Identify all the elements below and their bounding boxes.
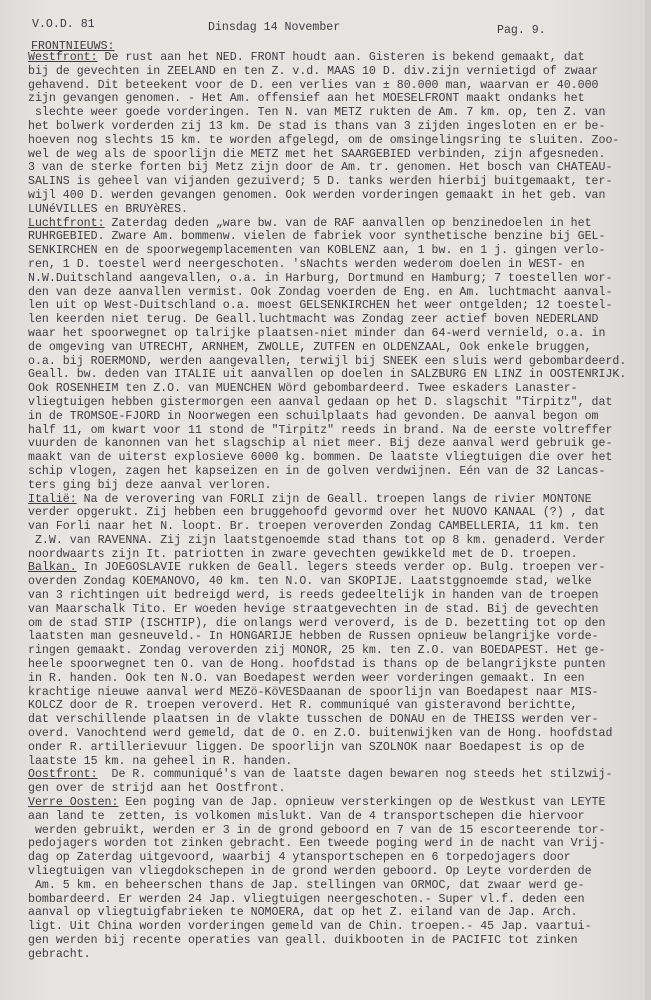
line-text: dat verschillende plaatsen in de vlakte tusschen de DONAU en de THEISS werden ver- bbox=[28, 713, 599, 727]
text-line bbox=[28, 699, 648, 713]
line-text: LUNéVILLES en BRUYèRES. bbox=[28, 202, 189, 216]
text-line bbox=[28, 534, 648, 548]
line-text: SENKIRCHEN en de spoorwegemplacementen van KOBLENZ aan, 1 bw. en 1 j. gingen verlo- bbox=[28, 244, 606, 258]
line-text: in de TROMSOE-FJORD in Noorwegen een schuilplaats had gevonden. De aanval begon om bbox=[28, 409, 599, 423]
text-line bbox=[28, 79, 648, 93]
line-text: 3 van de sterke forten bij Metz zijn door de Am. tr. genomen. Het bosch van CHATEAU- bbox=[28, 161, 613, 175]
line-text: Ook ROSENHEIM ten Z.O. van MUENCHEN Wörd gebombardeerd. Twee eskaders Lanaster- bbox=[28, 382, 578, 396]
line-text: laatsten man gesneuveld.- In HONGARIJE hebben de Russen opnieuw belangrijke vorde- bbox=[28, 630, 599, 644]
text-line bbox=[28, 727, 648, 741]
text-line bbox=[28, 810, 648, 824]
line-text: Am. 5 km. en beheerschen thans de Jap. stellingen van ORMOC, dat zwaar werd ge- bbox=[28, 878, 585, 892]
line-text: overd. Vanochtend werd gemeld, dat de O. en Z.O. buitenwijken van de Hong. hoofdstad bbox=[28, 727, 613, 741]
text-line bbox=[28, 548, 648, 562]
line-text: maakt van de uiterst explosieve 6000 kg. bommen. De laatste vliegtuigen die over het bbox=[28, 451, 613, 465]
line-text: noordwaarts zijn It. patriotten in zware gevechten gewikkeld met de D. troepen. bbox=[28, 547, 578, 561]
text-line bbox=[28, 479, 648, 493]
text-line bbox=[28, 506, 648, 520]
section-label: Westfront: bbox=[28, 51, 98, 64]
line-text: half 11, om kwart voor 11 stond de "Tirpitz" reeds in brand. Na de eerste voltreffer bbox=[28, 423, 613, 437]
line-text: wijl 400 D. werden gevangen genomen. Ook werden vorderingen gemaakt in het geb. van bbox=[28, 188, 606, 202]
line-text: len keerden niet terug. De Geall.luchtmacht was Zondag zeer actief boven NEDERLAND bbox=[28, 313, 599, 327]
line-text: hoeven nog slechts 15 km. te worden afgelegd, om de omsingelingsring te sluiten. Zoo- bbox=[28, 133, 620, 147]
line-text: overden Zondag KOEMANOVO, 40 km. ten N.O. van SKOPIJE. Laatstggnoemde stad, welke bbox=[28, 575, 592, 589]
line-text: N.W.Duitschland aangevallen, o.a. in Harburg, Dortmund en Hamburg; 7 toestellen wor- bbox=[28, 271, 613, 285]
text-line bbox=[28, 603, 648, 617]
text-line bbox=[28, 617, 648, 631]
section-label: Italië: bbox=[28, 492, 77, 506]
text-line bbox=[28, 175, 648, 189]
section-label: Luchtfront: bbox=[28, 216, 105, 230]
line-text: vliegtuigen hebben gistermorgen een aanval gedaan op het D. slagschit "Tirpitz", dat bbox=[28, 395, 613, 409]
text-line bbox=[28, 630, 648, 644]
text-line bbox=[28, 341, 648, 355]
page-number: Pag. 9. bbox=[497, 24, 546, 37]
line-text: laatste 15 km. na geheel in R. handen. bbox=[28, 754, 293, 768]
line-text: bombardeerd. Er werden 24 Jap. vliegtuigen neergeschoten.- Super vl.f. deden een bbox=[28, 892, 585, 906]
text-line bbox=[28, 755, 648, 769]
text-line bbox=[28, 837, 648, 851]
line-text: onder R. artillerievuur liggen. De spoorlijn van SZOLNOK naar Boedapest is op de bbox=[28, 740, 585, 754]
section-label: Verre Oosten: bbox=[28, 796, 119, 810]
line-text: in R. handen. Ook ten N.O. van Boedapest werden weer vorderingen gemaakt. In een bbox=[28, 671, 585, 685]
text-line bbox=[28, 851, 648, 865]
section-label: Balkan. bbox=[28, 561, 77, 575]
line-text: waar het spoorwegnet op talrijke plaatsen-niet minder dan 64-werd vernield, o.a. in bbox=[28, 326, 606, 340]
line-text: Geall. bw. deden van ITALIE uit aanvallen op doelen in SALZBURG EN LINZ in OOSTENRIJK. bbox=[28, 368, 627, 382]
line-text: wel de weg als de spoorlijn die METZ met het SAARGEBIED verbinden, zijn afgesneden. bbox=[28, 147, 606, 161]
text-line bbox=[28, 644, 648, 658]
line-text: verder opgerukt. Zij hebben een bruggehoofd gevormd over het NUOVO KANAAL (?) , dat bbox=[28, 506, 606, 520]
text-line bbox=[28, 824, 648, 838]
text-line bbox=[28, 672, 648, 686]
text-line bbox=[28, 879, 648, 893]
text-line bbox=[28, 134, 648, 148]
text-line bbox=[28, 768, 648, 782]
text-line bbox=[28, 782, 648, 796]
section-title: FRONTNIEUWS: bbox=[31, 40, 115, 53]
line-text: Z.W. van RAVENNA. Zij zijn laatstgenoemde stad thans tot op 8 km. genaderd. Verder bbox=[28, 533, 606, 547]
text-line bbox=[28, 258, 648, 272]
text-line bbox=[28, 230, 648, 244]
line-text: SALINS is geheel van vijanden gezuiverd; 5 D. tanks werden hierbij buitgemaakt, ter- bbox=[28, 175, 613, 189]
line-text: vuurden de kanonnen van het slagschip al niet meer. Bij deze aanval werd gebruik ge- bbox=[28, 437, 613, 451]
line-text: pedojagers worden tot zinken gebracht. Een tweede poging werd in de nacht van Vrij- bbox=[28, 837, 606, 851]
line-text: Een poging van de Jap. opnieuw versterkingen op de Westkust van LEYTE bbox=[118, 796, 606, 810]
text-line bbox=[28, 120, 648, 134]
line-text: dag op Zaterdag uitgevoord, waarbij 4 ytansportschepen en 6 torpedojagers door bbox=[28, 851, 571, 865]
line-text: Na de verovering van FORLI zijn de Geall. troepen langs de rivier MONTONE bbox=[76, 492, 592, 506]
text-line bbox=[28, 741, 648, 755]
line-text: In JOEGOSLAVIE rukken de Geall. legers steeds verder op. Bulg. troepen ver- bbox=[76, 561, 606, 575]
text-line bbox=[28, 713, 648, 727]
text-line bbox=[28, 203, 648, 217]
line-text: ters ging bij deze aanval verloren. bbox=[28, 478, 272, 492]
text-line bbox=[28, 217, 648, 231]
text-line bbox=[28, 272, 648, 286]
text-line bbox=[28, 244, 648, 258]
text-line bbox=[28, 465, 648, 479]
text-line bbox=[28, 575, 648, 589]
text-line bbox=[28, 493, 648, 507]
text-line bbox=[28, 286, 648, 300]
line-text: van 3 richtingen uit bedreigd werd, is reeds gedeeltelijk in handen van de troepen bbox=[28, 589, 599, 603]
line-text: De R. communiqué's van de laatste dagen bewaren nog steeds het stilzwij- bbox=[97, 768, 613, 782]
line-text: ligt. Uit China worden vorderingen gemeld van de Chin. troepen.- 45 Jap. vaartui- bbox=[28, 920, 592, 934]
section-label: Oostfront: bbox=[28, 768, 98, 782]
text-line bbox=[28, 520, 648, 534]
text-line bbox=[28, 148, 648, 162]
line-text: ren, 1 D. toestel werd neergeschoten. 'sNachts werden wederom doelen in WEST- en bbox=[28, 257, 585, 271]
text-line bbox=[28, 920, 648, 934]
text-line bbox=[28, 893, 648, 907]
line-text: gehavend. Dit beteekent voor de D. een verlies van ± 80.000 man, waarvan er 40.000 bbox=[28, 78, 599, 92]
text-line bbox=[28, 865, 648, 879]
text-line bbox=[28, 410, 648, 424]
document-date: Dinsdag 14 November bbox=[208, 21, 341, 34]
line-text: zijn gevangen genomen. - Het Am. offensief aan het MOESELFRONT maakt ondanks het bbox=[28, 92, 585, 106]
text-line bbox=[28, 396, 648, 410]
text-line bbox=[28, 934, 648, 948]
text-line bbox=[28, 65, 648, 79]
line-text: slechte weer goede vorderingen. Ten N. van METZ rukten de Am. 7 km. op, ten Z. van bbox=[28, 106, 606, 120]
line-text: vliegtuigen van vliegdokschepen in de grond werden geboord. Op Leyte vorderden de bbox=[28, 865, 592, 879]
line-text: De rust aan het NED. FRONT houdt aan. Gisteren is bekend gemaakt, dat bbox=[97, 51, 585, 64]
text-line bbox=[28, 51, 648, 65]
text-line bbox=[28, 658, 648, 672]
text-line bbox=[28, 355, 648, 369]
text-line bbox=[28, 368, 648, 382]
document-body bbox=[28, 51, 648, 962]
line-text: ringen gemaakt. Zondag veroverden zij MONOR, 25 km. ten Z.O. van BOEDAPEST. Het ge- bbox=[28, 644, 606, 658]
text-line bbox=[28, 327, 648, 341]
text-line bbox=[28, 313, 648, 327]
text-line bbox=[28, 906, 648, 920]
line-text: o.a. bij ROERMOND, werden aangevallen, terwijl bij SNEEK een sluis werd gebombardeerd. bbox=[28, 354, 627, 368]
line-text: aan land te zetten, is volkomen mislukt. Van de 4 transportschepen die hiervoor bbox=[28, 809, 585, 823]
text-line bbox=[28, 299, 648, 313]
line-text: heele spoorwegnet ten O. van de Hong. hoofdstad is thans op de belangrijkste punten bbox=[28, 658, 606, 672]
text-line bbox=[28, 451, 648, 465]
line-text: de omgeving van UTRECHT, ARNHEM, ZWOLLE, ZUTFEN en OLDENZAAL, Ook enkele bruggen, bbox=[28, 340, 592, 354]
line-text: van Forli naar het N. loopt. Br. troepen veroverden Zondag CAMBELLERIA, 11 km. ten bbox=[28, 520, 599, 534]
line-text: KOLCZ door de R. troepen veroverd. Het R. communiqué van gisteravond berichtte, bbox=[28, 699, 578, 713]
line-text: om de stad STIP (ISCHTIP), die onlangs werd veroverd, is de D. bezetting tot op den bbox=[28, 616, 606, 630]
line-text: Zaterdag deden „ware bw. van de RAF aanvallen op benzinedoelen in het bbox=[104, 216, 592, 230]
line-text: len uit op West-Duitschland o.a. moest GELSENKIRCHEN het weer ontgelden; 12 toestel- bbox=[28, 299, 613, 313]
text-line bbox=[28, 589, 648, 603]
line-text: het bolwerk vorderden zij 13 km. De stad is thans van 3 zijden ingesloten en er be- bbox=[28, 119, 606, 133]
line-text: aanval op vliegtuigfabrieken te NOMOERA, dat op het Z. eiland van de Jap. Arch. bbox=[28, 906, 578, 920]
line-text: van Maarschalk Tito. Er woeden hevige straatgevechten in de stad. Bij de gevechten bbox=[28, 602, 599, 616]
text-line bbox=[28, 382, 648, 396]
text-line bbox=[28, 948, 648, 962]
line-text: bij de gevechten in ZEELAND en ten Z. v.d. MAAS 10 D. div.zijn vernietigd of zwaar bbox=[28, 64, 599, 78]
text-line bbox=[28, 106, 648, 120]
document-id: V.O.D. 81 bbox=[32, 18, 95, 31]
text-line bbox=[28, 424, 648, 438]
text-line bbox=[28, 92, 648, 106]
text-line bbox=[28, 796, 648, 810]
line-text: werden gebruikt, werden er 3 in de grond geboord en 7 van de 15 escorteerende tor- bbox=[28, 823, 606, 837]
text-line bbox=[28, 189, 648, 203]
line-text: gen over de strijd aan het Oostfront. bbox=[28, 782, 286, 796]
line-text: schip vlogen, zagen het kapseizen en in de golven verdwijnen. Eén van de 32 Lancas- bbox=[28, 464, 606, 478]
line-text: gen werden bij recente operaties van geall. duikbooten in de PACIFIC tot zinken bbox=[28, 934, 578, 947]
text-line bbox=[28, 161, 648, 175]
line-text: den van deze aanvallen vermist. Ook Zondag voerden de Eng. en Am. luchtmacht aanval- bbox=[28, 285, 613, 299]
line-text: gebracht. bbox=[28, 947, 91, 961]
line-text: RUHRGEBIED. Zware Am. bommenw. vielen de fabriek voor synthetische benzine bij GEL- bbox=[28, 230, 606, 244]
text-line bbox=[28, 437, 648, 451]
text-line bbox=[28, 686, 648, 700]
line-text: krachtige nieuwe aanval werd MEZö-KöVESDaanan de spoorlijn van Boedapest naar MIS- bbox=[28, 685, 599, 699]
text-line bbox=[28, 561, 648, 575]
